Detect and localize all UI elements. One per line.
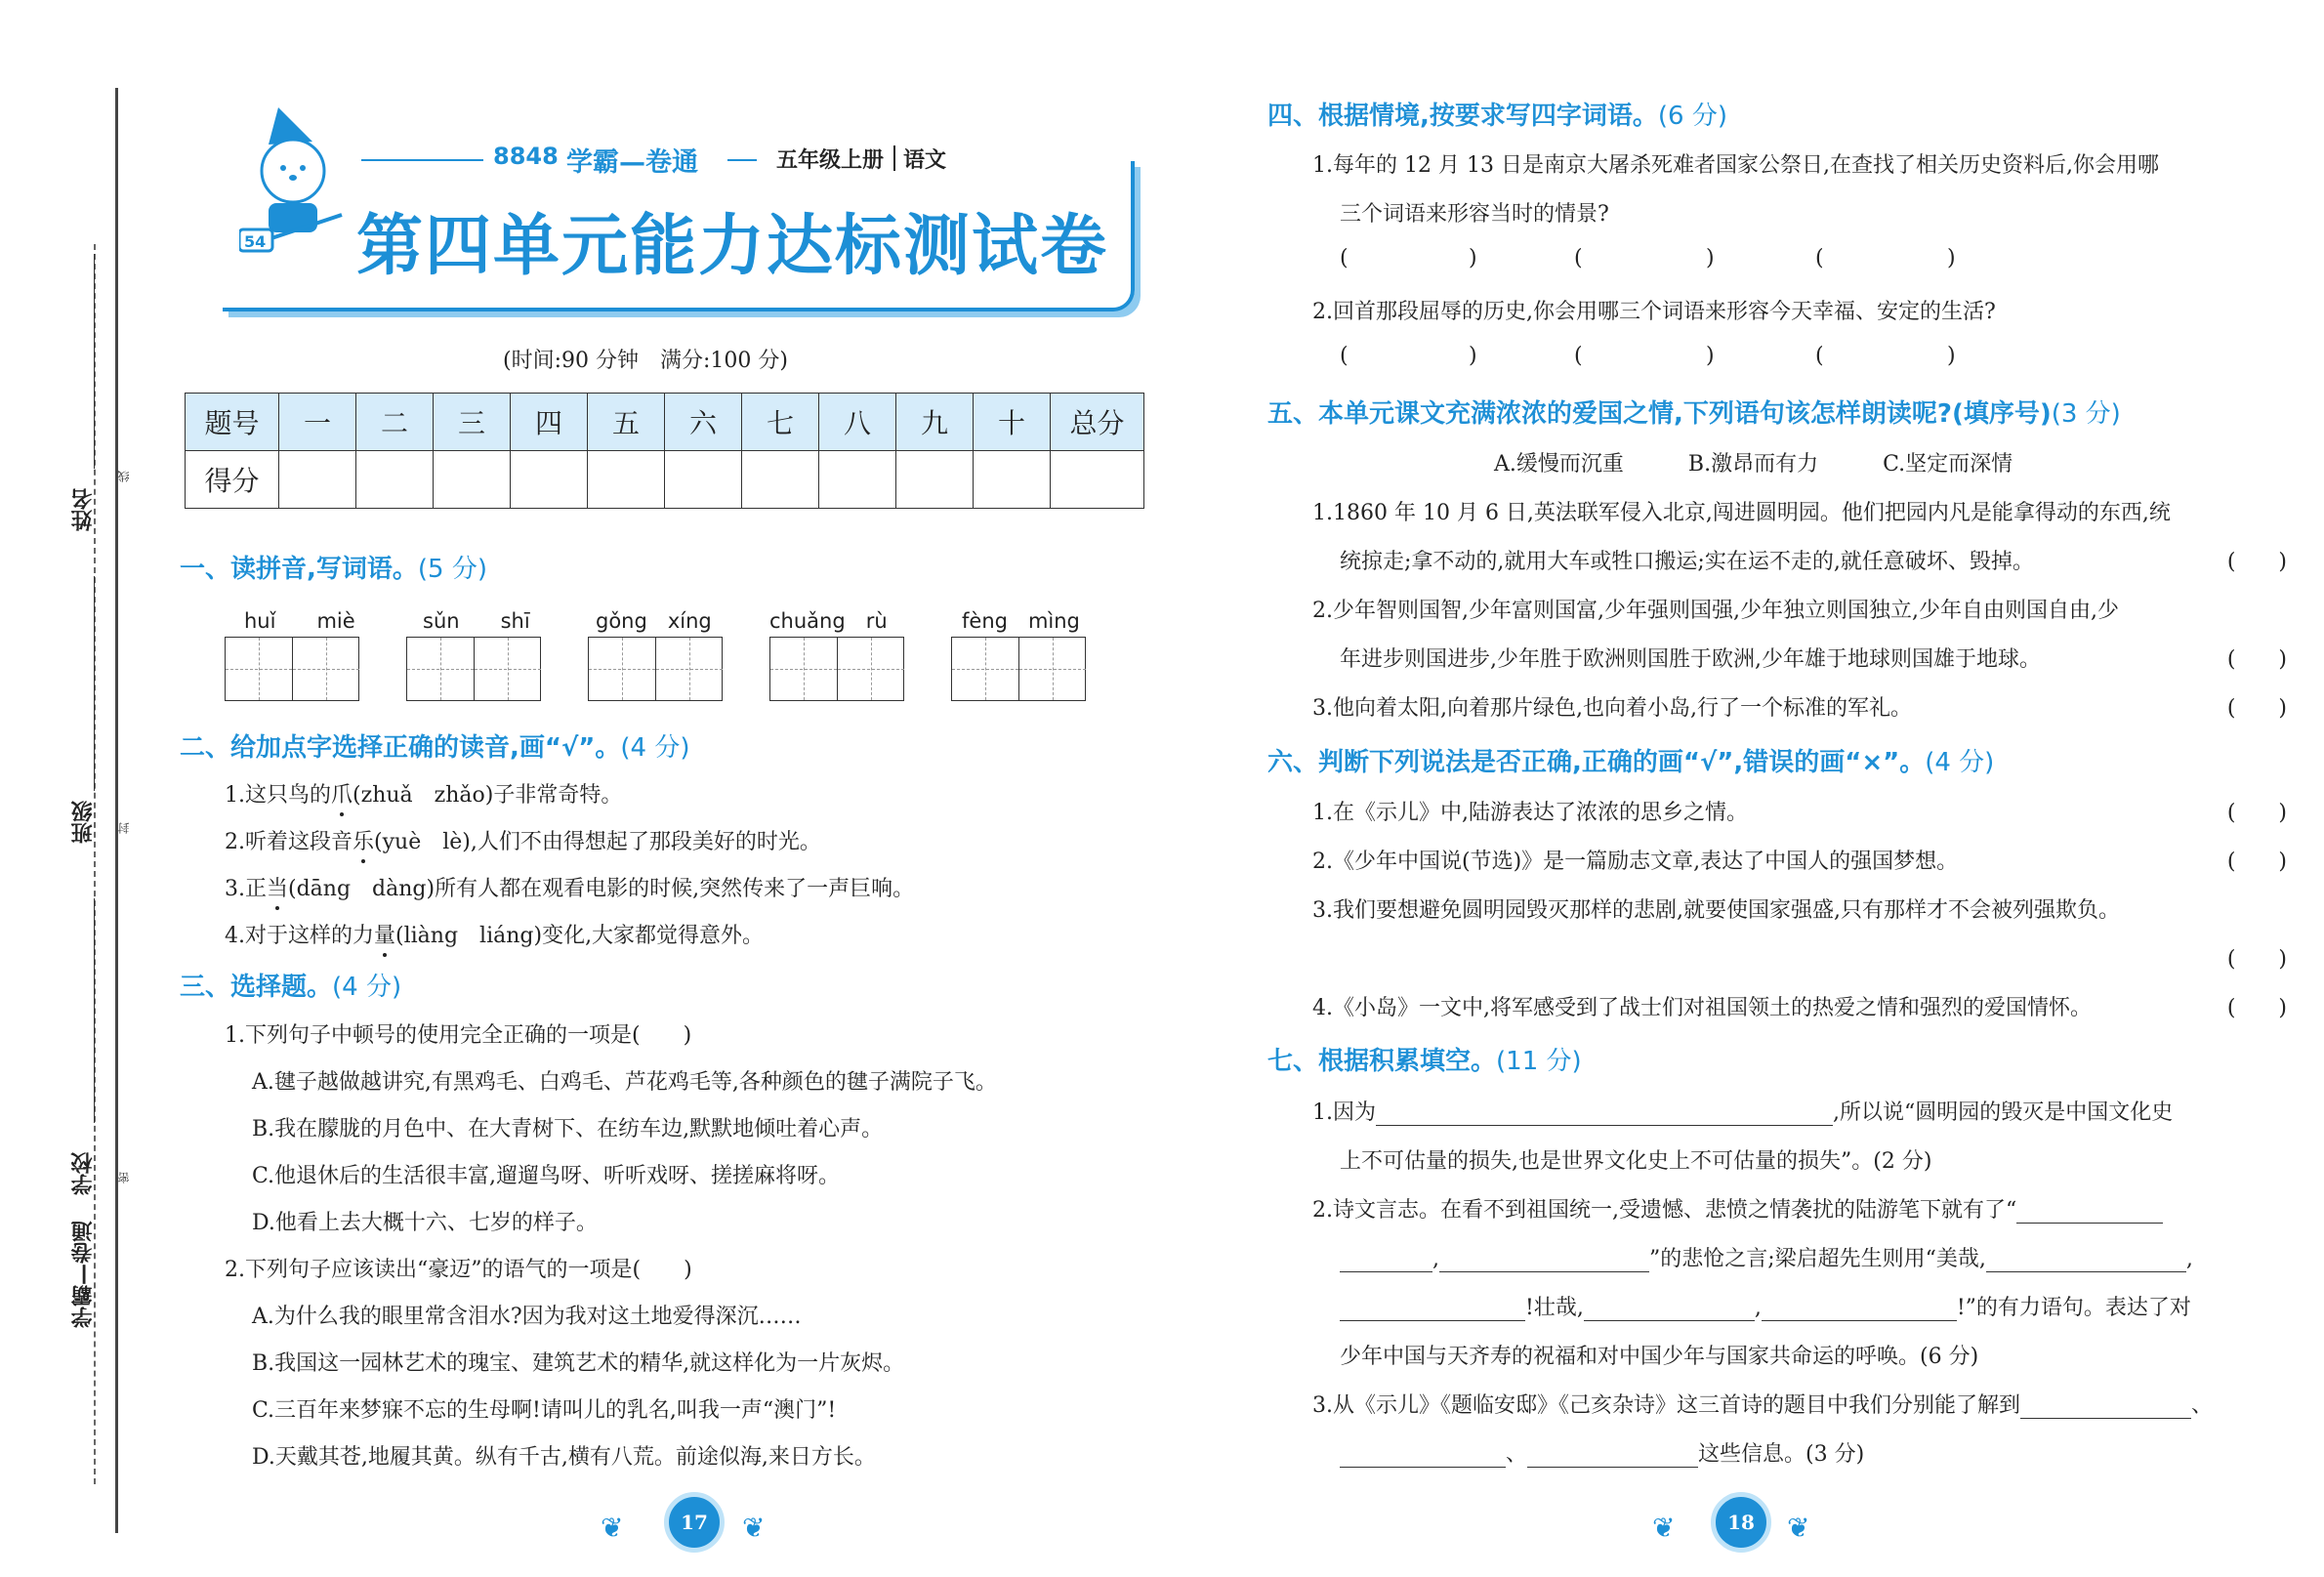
option-b: B.激昂而有力 [1687,452,1819,477]
subject-label: 语文 [903,148,947,173]
sec3-q2-option-c[interactable]: C.三百年来梦寐不忘的生母啊!请叫儿的乳名,叫我一声“澳门”! [252,1398,837,1423]
q-text: 3.从《示儿》《题临安邸》《己亥杂诗》这三首诗的题目中我们分别能了解到 [1312,1393,2020,1418]
section-4-title [1267,96,1727,132]
sec5-question-3: 3.他向着太阳,向着那片绿色,也向着小岛,行了一个标准的军礼。 [1312,696,1912,721]
sec3-q1-option-c[interactable]: C.他退休后的生活很丰富,遛遛鸟呀、听听戏呀、搓搓麻将呀。 [252,1164,841,1188]
section-2-points: (4 分) [620,733,690,763]
fill-blank[interactable] [1340,1299,1525,1321]
option-a: A.缓慢而沉重 [1494,452,1624,477]
header-rule-left [361,159,483,161]
q-text: 这些信息。(3 分) [1698,1442,1865,1467]
option-c: C.坚定而深情 [1883,452,2013,477]
score-cell[interactable] [896,451,974,509]
section-5-points: (3 分) [2051,399,2121,429]
score-table-score-row [186,451,1144,509]
score-cell[interactable] [819,451,896,509]
time-info: (时间:90 分钟 满分:100 分) [503,349,788,373]
dotted-char: 当 [267,877,289,901]
pinyin-syllable: sǔn [423,609,460,633]
q-text: ,所以说“圆明园的毁灭是中国文化史 [1833,1100,2174,1125]
grade-label: 五年级上册 [776,148,885,173]
score-cell[interactable] [974,451,1051,509]
sec7-question-2 [1312,1193,2163,1224]
score-col-1: 一 [279,394,356,451]
section-6-title [1267,742,1994,778]
writing-box-2[interactable] [406,637,541,701]
writing-box-5[interactable] [951,637,1086,701]
fill-blank[interactable] [2016,1201,2163,1224]
q-text[interactable]: (zhuǎ zhǎo)子非常奇特。 [353,783,623,808]
score-col-4: 四 [511,394,588,451]
sec7-question-1 [1312,1096,2173,1126]
sec5-q2-answer[interactable]: ( ) [2226,647,2287,672]
pinyin-syllable: chuǎng [769,609,846,633]
score-col-9: 九 [896,394,974,451]
sprout-left-icon: ❦ [601,1512,624,1544]
sec5-options [1494,447,2013,477]
score-col-total: 总分 [1051,394,1144,451]
pinyin-2 [423,605,530,635]
q-text[interactable]: (dāng dàng)所有人都在观看电影的时候,突然传来了一声巨响。 [288,877,915,901]
score-cell[interactable] [742,451,819,509]
pinyin-syllable: mìng [1027,609,1080,633]
pinyin-syllable: fèng [962,609,1008,633]
q-text: 3.正 [225,877,267,901]
sec7-question-2-line4: 少年中国与天齐寿的祝福和对中国少年与国家共命运的呼唤。(6 分) [1340,1345,1979,1369]
sec5-q3-answer[interactable]: ( ) [2226,696,2287,721]
section-6-heading: 六、判断下列说法是否正确,正确的画“√”,错误的画“×”。 [1267,748,1926,777]
score-col-3: 三 [434,394,511,451]
binding-strip [115,88,126,1533]
pinyin-5 [962,605,1080,635]
paren: ) [1469,246,1477,270]
section-1-points: (5 分) [417,555,487,584]
sec2-question-4 [225,919,764,949]
mark-mi: 密 [117,1172,131,1183]
pinyin-syllable: gǒng [596,609,647,633]
dotted-char: 乐 [353,830,375,854]
q-text[interactable]: (liàng liáng)变化,大家都觉得意外。 [395,924,765,948]
pinyin-syllable: rù [865,609,888,633]
score-cell[interactable] [588,451,665,509]
page-number-left: 17 [664,1492,725,1553]
school-label: 学校 [71,1152,96,1195]
sec4-question-2: 2.回首那段屈辱的历史,你会用哪三个词语来形容今天幸福、安定的生活? [1312,300,1996,324]
paren: ) [1947,344,1956,368]
section-7-points: (11 分) [1496,1047,1582,1076]
dotted-char: 量 [374,924,396,948]
score-col-7: 七 [742,394,819,451]
paren: ) [1469,344,1477,368]
q-text: 、 [2191,1393,2214,1418]
sec3-question-2: 2.下列句子应该读出“豪迈”的语气的一项是( ) [225,1258,692,1282]
brand-num: 8848 [493,143,559,170]
sprout-right-icon: ❦ [1787,1512,1810,1544]
sprout-left-icon: ❦ [1652,1512,1676,1544]
school-underline [94,898,95,1123]
score-cell[interactable] [511,451,588,509]
score-cell[interactable] [356,451,434,509]
q-text: 1.这只鸟的 [225,783,331,808]
paren: ) [1947,246,1956,270]
sec7-question-3-cont [1340,1437,1864,1468]
sec7-question-2-line3 [1340,1291,2191,1321]
q-text: 、 [1506,1442,1528,1467]
q-text: ”的悲怆之言;梁启超先生则用“美哉, [1649,1247,1986,1271]
paren: ( [1815,344,1824,368]
sec2-question-3 [225,872,914,902]
sec6-question-3: 3.我们要想避免圆明园毁灭那样的悲剧,就要使国家强盛,只有那样才不会被列强欺负。 [1312,898,2120,923]
paren: ) [1706,246,1715,270]
mascot-badge: 54 [244,232,267,251]
section-3-title [180,967,401,1003]
pinyin-syllable: xíng [667,609,712,633]
q-text: 1.因为 [1312,1100,1376,1125]
mascot [239,98,347,254]
score-table-row2-label: 得分 [186,451,279,509]
mark-xian: 线 [117,471,131,482]
fill-blank[interactable] [1340,1250,1432,1272]
sec6-question-2: 2.《少年中国说(节选)》是一篇励志文章,表达了中国人的强国梦想。 [1312,850,1959,874]
pinyin-syllable: miè [316,609,355,633]
page-title: 第四单元能力达标测试卷 [356,208,1109,285]
binding-brand: 学霸—卷通 [71,1221,96,1328]
sec6-q2-answer[interactable]: ( ) [2226,850,2287,874]
sec7-question-1-cont: 上不可估量的损失,也是世界文化史上不可估量的损失”。(2 分) [1340,1149,1932,1174]
score-table-row1-label: 题号 [186,394,279,451]
section-3-points: (4 分) [332,973,402,1002]
fill-blank[interactable] [1762,1299,1957,1321]
fill-blank[interactable] [1439,1250,1649,1272]
brand-name: 学霸—卷通 [566,147,698,178]
sec7-question-2-line2 [1340,1242,2193,1272]
sec3-q1-option-b[interactable]: B.我在朦胧的月色中、在大青树下、在纺车边,默默地倾吐着心声。 [252,1117,884,1141]
paren: ( [1340,246,1349,270]
q-text: , [2185,1247,2193,1271]
section-1-heading: 一、读拼音,写词语。 [180,555,418,584]
class-underline [94,576,95,791]
q-text: , [1432,1247,1439,1271]
sec6-q3-answer[interactable]: ( ) [2226,947,2287,972]
sec6-q4-answer[interactable]: ( ) [2226,996,2287,1020]
sec3-q2-option-b[interactable]: B.我国这一园林艺术的瑰宝、建筑艺术的精华,就这样化为一片灰烬。 [252,1351,905,1376]
section-4-points: (6 分) [1657,102,1727,131]
q-text: !壮哉, [1525,1296,1584,1320]
fill-blank[interactable] [1527,1445,1698,1468]
sec5-question-2-cont: 年进步则国进步,少年胜于欧洲则国胜于欧洲,少年雄于地球则国雄于地球。 [1340,647,2041,672]
sec2-question-2 [225,825,821,855]
score-cell[interactable] [1051,451,1144,509]
score-table [185,393,1144,509]
section-5-title [1267,394,2121,430]
fill-blank[interactable] [1376,1103,1833,1126]
header-rule-right [727,159,757,161]
sec6-question-1: 1.在《示儿》中,陆游表达了浓浓的思乡之情。 [1312,801,1748,825]
q-text: 2.诗文言志。在看不到祖国统一,受遗憾、悲愤之情袭扰的陆游笔下就有了“ [1312,1198,2017,1223]
sec3-q2-option-d[interactable]: D.天戴其苍,地履其黄。纵有千古,横有八荒。前途似海,来日方长。 [252,1445,876,1470]
fill-blank[interactable] [1584,1299,1755,1321]
section-7-title [1267,1041,1582,1077]
sec6-question-4: 4.《小岛》一文中,将军感受到了战士们对祖国领土的热爱之情和强烈的爱国情怀。 [1312,996,2092,1020]
score-table-header-row [186,394,1144,451]
paren: ( [1574,344,1583,368]
writing-box-4[interactable] [769,637,904,701]
section-2-heading: 二、给加点字选择正确的读音,画“√”。 [180,733,621,763]
q-text: 4.对于这样的力 [225,924,374,948]
class-label: 班级 [71,801,96,844]
pinyin-syllable: shī [500,609,530,633]
pinyin-1 [244,605,355,635]
sec5-question-2: 2.少年智则国智,少年富则国富,少年强则国强,少年独立则国独立,少年自由则国自由,少 [1312,599,2119,623]
q-text[interactable]: (yuè lè),人们不由得想起了那段美好的时光。 [374,830,821,854]
section-3-heading: 三、选择题。 [180,973,333,1002]
sec5-q1-answer[interactable]: ( ) [2226,550,2287,574]
section-1-title [180,549,487,585]
pinyin-4 [769,605,888,635]
pinyin-3 [596,605,712,635]
q-text: , [1754,1296,1762,1320]
score-col-5: 五 [588,394,665,451]
sec3-question-1: 1.下列句子中顿号的使用完全正确的一项是( ) [225,1023,692,1048]
sec4-question-1-cont: 三个词语来形容当时的情景? [1340,202,1609,227]
name-underline [94,254,95,469]
sec5-question-1: 1.1860 年 10 月 6 日,英法联军侵入北京,闯进圆明园。他们把园内凡是能拿得动的东西,统 [1312,501,2171,525]
sec5-question-1-cont: 统掠走;拿不动的,就用大车或牲口搬运;实在运不走的,就任意破坏、毁掉。 [1340,550,2034,574]
writing-box-3[interactable] [588,637,723,701]
score-col-6: 六 [665,394,742,451]
sec3-q2-option-a[interactable]: A.为什么我的眼里常含泪水?因为我对这土地爱得深沉…… [252,1305,802,1329]
sprout-right-icon: ❦ [742,1512,766,1544]
q-text: 2.听着这段音 [225,830,353,854]
sec7-question-3 [1312,1389,2213,1419]
paren: ( [1340,344,1349,368]
paren: ( [1574,246,1583,270]
name-label: 姓名 [71,488,96,531]
score-col-8: 八 [819,394,896,451]
sec2-question-1 [225,778,622,809]
fill-blank[interactable] [1986,1250,2186,1272]
writing-box-1[interactable] [225,637,359,701]
paren: ) [1706,344,1715,368]
score-cell[interactable] [434,451,511,509]
dotted-char: 爪 [331,783,353,808]
pinyin-syllable: huǐ [244,609,276,633]
section-4-heading: 四、根据情境,按要求写四字词语。 [1267,102,1658,131]
score-col-2: 二 [356,394,434,451]
section-2-title [180,727,690,764]
score-cell[interactable] [665,451,742,509]
fill-blank[interactable] [2020,1396,2191,1419]
header-divider [893,145,895,171]
mark-feng: 封 [117,822,131,834]
paren: ( [1815,246,1824,270]
section-5-heading: 五、本单元课文充满浓浓的爱国之情,下列语句该怎样朗读呢?(填序号) [1267,399,2052,429]
sec6-q1-answer[interactable]: ( ) [2226,801,2287,825]
sec3-q1-option-d[interactable]: D.他看上去大概十六、七岁的样子。 [252,1211,598,1235]
fill-blank[interactable] [1340,1445,1506,1468]
section-7-heading: 七、根据积累填空。 [1267,1047,1497,1076]
score-col-10: 十 [974,394,1051,451]
score-cell[interactable] [279,451,356,509]
sec4-question-1: 1.每年的 12 月 13 日是南京大屠杀死难者国家公祭日,在查找了相关历史资料后,你会用哪 [1312,153,2159,178]
q-text: !”的有力语句。表达了对 [1956,1296,2191,1320]
page-number-right: 18 [1711,1492,1771,1553]
section-6-points: (4 分) [1925,748,1995,777]
sec3-q1-option-a[interactable]: A.毽子越做越讲究,有黑鸡毛、白鸡毛、芦花鸡毛等,各种颜色的毽子满院子飞。 [252,1070,997,1095]
